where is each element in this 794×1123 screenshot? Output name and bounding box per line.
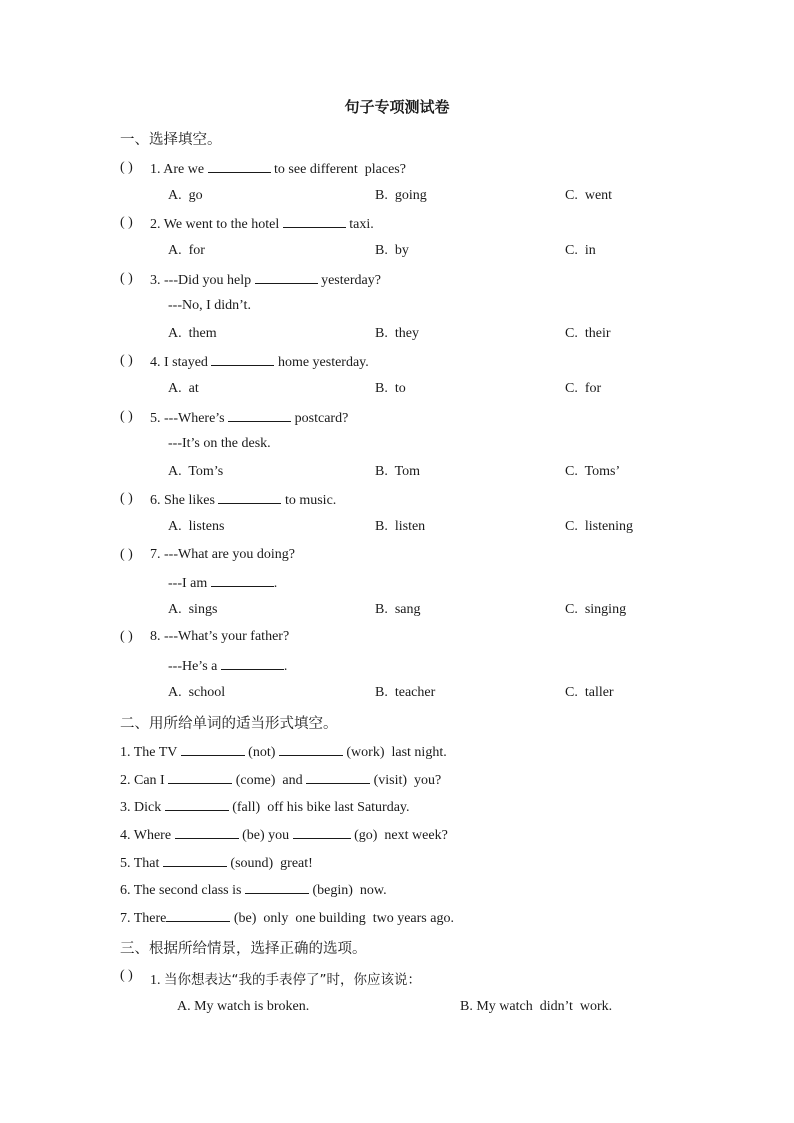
answer-paren[interactable]: ( ) xyxy=(120,968,133,983)
option-c[interactable]: C. taller xyxy=(565,685,614,700)
option-a[interactable]: A. go xyxy=(168,188,203,203)
option-c[interactable]: C. singing xyxy=(565,602,627,617)
section-heading-3: 三、根据所给情景，选择正确的选项。 xyxy=(120,941,367,957)
fill-item-4 xyxy=(120,826,448,844)
answer-blank[interactable] xyxy=(255,271,318,284)
option-a[interactable]: A. school xyxy=(168,685,226,700)
question-text-pre: 3. ---Did you help xyxy=(150,273,255,288)
question-text xyxy=(150,968,421,989)
fill-text: 3. Dick xyxy=(120,800,165,815)
option-c[interactable]: C. listening xyxy=(565,519,634,534)
option-a[interactable]: A. listens xyxy=(168,519,225,534)
answer-blank[interactable] xyxy=(168,771,232,784)
fill-text: (go) next week? xyxy=(350,828,448,843)
answer-paren[interactable]: ( ) xyxy=(120,491,133,506)
fill-text: 6. The second class is xyxy=(120,883,245,898)
option-c[interactable]: C. went xyxy=(565,188,613,203)
fill-item-2 xyxy=(120,771,441,789)
question-text xyxy=(150,160,406,178)
option-a[interactable]: A. sings xyxy=(168,602,218,617)
dialogue-reply xyxy=(168,574,277,592)
fill-text: (sound) great! xyxy=(226,856,313,871)
option-b[interactable]: B. teacher xyxy=(375,685,436,700)
answer-paren[interactable]: ( ) xyxy=(120,215,133,230)
option-a[interactable]: A. Tom’s xyxy=(168,464,224,479)
question-text: 7. ---What are you doing? xyxy=(150,547,295,562)
fill-item-5 xyxy=(120,854,313,872)
dialogue-reply-post: . xyxy=(273,576,278,591)
page-title: 句子专项测试卷 xyxy=(344,98,450,116)
question-text-post: taxi. xyxy=(345,217,374,232)
dialogue-reply: ---It’s on the desk. xyxy=(168,436,271,451)
fill-item-3 xyxy=(120,798,410,816)
fill-item-6 xyxy=(120,881,387,899)
answer-paren[interactable]: ( ) xyxy=(120,629,133,644)
answer-blank[interactable] xyxy=(211,574,274,587)
fill-text: 4. Where xyxy=(120,828,175,843)
answer-blank[interactable] xyxy=(208,160,271,173)
question-text-pre: 1. Are we xyxy=(150,162,208,177)
dialogue-reply xyxy=(168,657,287,675)
answer-blank[interactable] xyxy=(211,353,274,366)
fill-item-7 xyxy=(120,909,454,927)
question-text-post: postcard? xyxy=(291,411,349,426)
question-text-pre: 4. I stayed xyxy=(150,355,212,370)
answer-paren[interactable]: ( ) xyxy=(120,271,133,286)
question-text-pre: 5. ---Where’s xyxy=(150,411,229,426)
question-text-post: to music. xyxy=(281,493,337,508)
fill-text: (visit) you? xyxy=(370,773,442,788)
answer-blank[interactable] xyxy=(293,826,351,839)
option-a[interactable]: A. at xyxy=(168,381,199,396)
fill-text: (be) you xyxy=(238,828,293,843)
answer-paren[interactable]: ( ) xyxy=(120,547,133,562)
option-b[interactable]: B. listen xyxy=(375,519,426,534)
answer-blank[interactable] xyxy=(306,771,370,784)
option-b[interactable]: B. sang xyxy=(375,602,421,617)
dialogue-reply-pre: ---I am xyxy=(168,576,211,591)
option-a[interactable]: A. My watch is broken. xyxy=(177,999,310,1014)
answer-blank[interactable] xyxy=(165,798,229,811)
dialogue-reply-pre: ---He’s a xyxy=(168,659,221,674)
option-a[interactable]: A. for xyxy=(168,243,205,258)
answer-blank[interactable] xyxy=(283,215,346,228)
fill-text: 7. There xyxy=(120,911,167,926)
option-a[interactable]: A. them xyxy=(168,326,217,341)
answer-blank[interactable] xyxy=(175,826,239,839)
question-text xyxy=(150,491,336,509)
fill-text: 5. That xyxy=(120,856,163,871)
option-b[interactable]: B. going xyxy=(375,188,427,203)
answer-paren[interactable]: ( ) xyxy=(120,409,133,424)
answer-blank[interactable] xyxy=(163,854,227,867)
answer-blank[interactable] xyxy=(245,881,309,894)
option-b[interactable]: B. they xyxy=(375,326,419,341)
option-c[interactable]: C. their xyxy=(565,326,611,341)
fill-text: (begin) now. xyxy=(308,883,387,898)
option-c[interactable]: C. Toms’ xyxy=(565,464,621,479)
answer-blank[interactable] xyxy=(279,743,343,756)
question-text xyxy=(150,271,381,289)
question-text-post: home yesterday. xyxy=(274,355,369,370)
section-heading-2: 二、用所给单词的适当形式填空。 xyxy=(120,716,338,732)
dialogue-reply: ---No, I didn’t. xyxy=(168,298,251,313)
option-b[interactable]: B. by xyxy=(375,243,409,258)
question-text-post: to see different places? xyxy=(270,162,406,177)
answer-blank[interactable] xyxy=(166,909,230,922)
answer-paren[interactable]: ( ) xyxy=(120,353,133,368)
fill-text: (work) last night. xyxy=(342,745,447,760)
answer-blank[interactable] xyxy=(181,743,245,756)
option-b[interactable]: B. Tom xyxy=(375,464,421,479)
section-heading-1: 一、选择填空。 xyxy=(120,132,222,148)
question-text-pre: 2. We went to the hotel xyxy=(150,217,283,232)
fill-text: (fall) off his bike last Saturday. xyxy=(228,800,410,815)
answer-blank[interactable] xyxy=(221,657,284,670)
question-text xyxy=(150,353,369,371)
question-prompt: 当你想表达“我的手表停了”时，你应该说： xyxy=(164,972,421,988)
option-b[interactable]: B. My watch didn’t work. xyxy=(460,999,613,1014)
fill-text: (come) and xyxy=(232,773,307,788)
option-c[interactable]: C. in xyxy=(565,243,596,258)
question-text-pre: 6. She likes xyxy=(150,493,219,508)
fill-text: (not) xyxy=(244,745,279,760)
question-text: 8. ---What’s your father? xyxy=(150,629,290,644)
question-text xyxy=(150,409,348,427)
fill-text: (be) only one building two years ago. xyxy=(230,911,454,926)
option-c[interactable]: C. for xyxy=(565,381,602,396)
answer-blank[interactable] xyxy=(228,409,291,422)
dialogue-reply-post: . xyxy=(283,659,288,674)
question-text-post: yesterday? xyxy=(317,273,381,288)
answer-paren[interactable]: ( ) xyxy=(120,160,133,175)
fill-item-1 xyxy=(120,743,447,761)
question-number: 1. xyxy=(150,973,164,988)
fill-text: 1. The TV xyxy=(120,745,181,760)
option-b[interactable]: B. to xyxy=(375,381,406,396)
fill-text: 2. Can I xyxy=(120,773,169,788)
answer-blank[interactable] xyxy=(218,491,281,504)
question-text xyxy=(150,215,374,233)
